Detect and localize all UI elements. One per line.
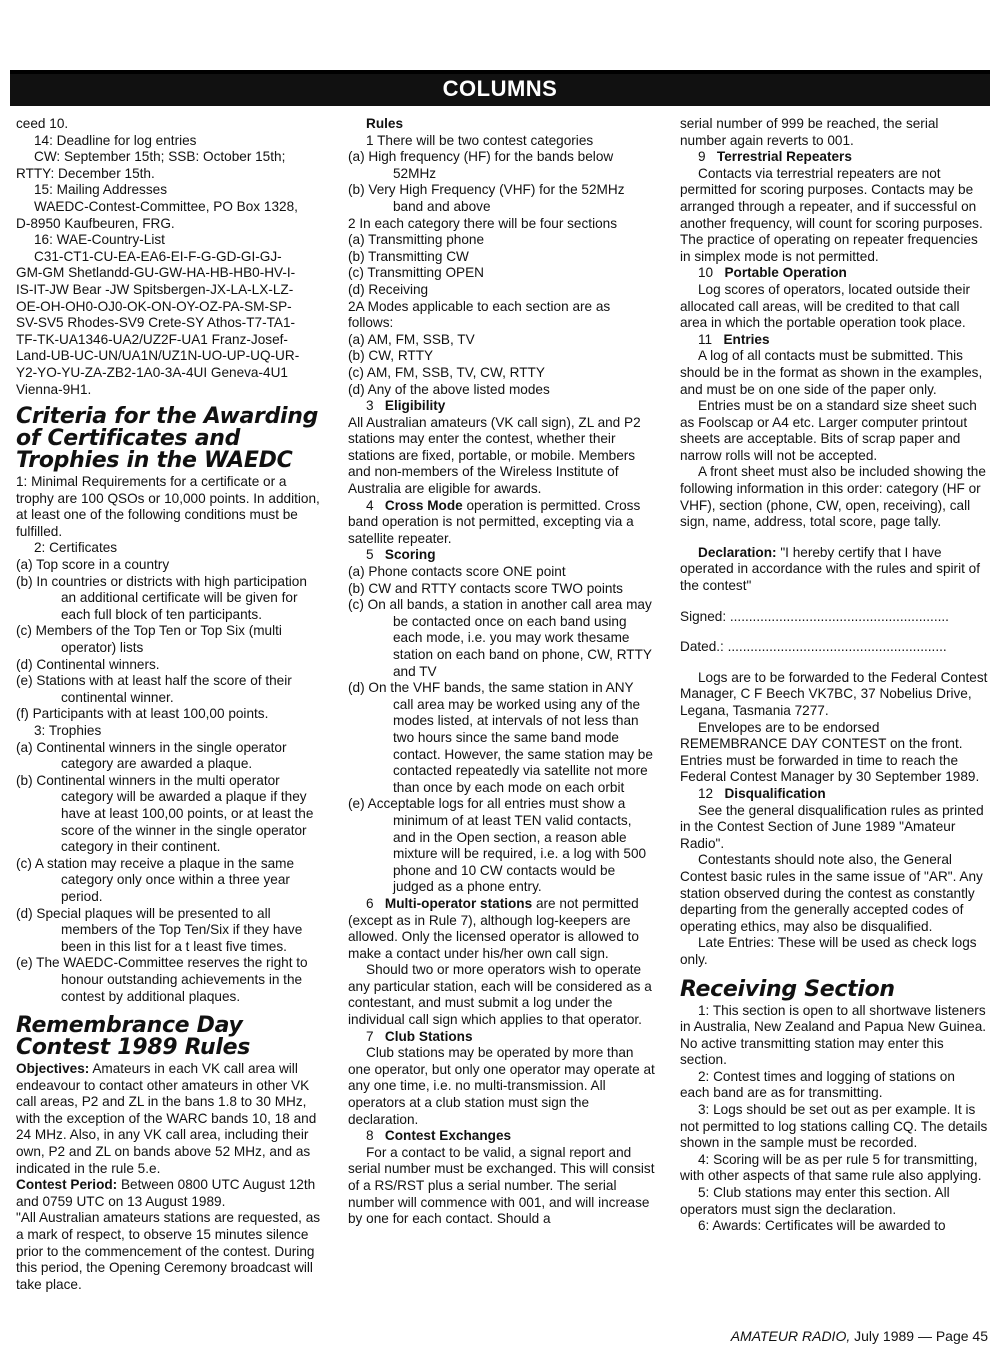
item: (e) Acceptable logs for all entries must show a minimum of at least TEN valid contacts, and in the Open section, a reason able mixture will be required, i.e. a log with 500 phone and 10 CW contacts would be judged as a phone entry. [348,796,647,895]
rule-heading [348,1029,656,1046]
item: (a) Transmitting phone [348,232,485,248]
paragraph: serial number of 999 be reached, the serial number again reverts to 001. [680,116,939,148]
spacer [680,531,988,545]
heading-remembrance [16,1015,324,1059]
paragraph [348,896,656,962]
rules-title: Rules [366,116,404,131]
body: Amateurs in each VK call area will endeavour to contact other amateurs in other VK call areas, P2 and ZL in the bans 1.8 to 30 MHz, with the exception of the WARC bands 10, 18 and 24 MHz. Also, in any VK call area, including their own, P2 and ZL on bands above 52 MHz, and as indicated in the rule 5.e. [16,1061,317,1176]
rule-title: Terrestrial Repeaters [716,149,852,165]
rule: 2A Modes applicable to each section are as follows: [348,298,611,331]
item: (a) AM, FM, SSB, TV [348,331,475,347]
item: (e) The WAEDC-Committee reserves the right to honour outstanding achievements in the contest by additional plaques. [16,955,308,1004]
text-line: Vienna-9H1. [16,381,92,397]
heading-line: Remembrance Day [16,1013,243,1039]
rule-heading [680,149,988,166]
text-line: 16: WAE-Country-List [34,232,165,248]
text-line: 15: Mailing Addresses [34,182,167,198]
item: (a) Phone contacts score ONE point [348,564,566,580]
text-line: WAEDC-Contest-Committee, PO Box 1328, [34,198,298,214]
paragraph: Contacts via terrestrial repeaters are not permitted for scoring purposes. Contacts may be arranged through a repeater, and if successful on another frequency, will count for scoring purposes. The practice of operating on repeater frequencies in simplex mode is not permitted. [680,165,983,264]
item: (d) Receiving [348,281,429,297]
heading-line: Criteria for the Awarding [16,404,319,430]
rule-heading [680,265,988,282]
rule-title: Eligibility [384,398,446,414]
spacer [680,625,988,639]
rule-heading [680,786,988,803]
paragraph: 1: Minimal Requirements for a certificate or a trophy are 100 QSOs or 10,000 points. In addition, at least one of the following conditions must be fulfilled. [16,474,320,539]
paragraph: 3: Logs should be set out as per example. It is not permitted to log stations calling CQ. The details shown in the sample must be recorded. [680,1102,988,1151]
item: (b) Continental winners in the multi operator category will be awarded a plaque if they have at least 100,00 points, or at least the score of the winner in the single operator category in their continent. [16,772,314,855]
column-3 [680,100,988,1235]
text-line: IS-IT-JW Bear -JW Spitsbergen-JX-LA-LX-LZ- [16,281,294,297]
rule-number: 8 [366,1128,374,1144]
label: Declaration: [698,544,777,560]
signed-line: Signed: .......................................................... [680,608,949,624]
item: (b) CW, RTTY [348,348,434,364]
rule-title: Multi-operator stations [384,895,533,911]
paragraph: For a contact to be valid, a signal report and serial number must be exchanged. This will consist of a RS/RST plus a serial number. The serial number will commence with 001, and will increase by one for each contact. Should a [348,1144,655,1227]
rule-number: 11 [698,331,713,347]
rule-number: 9 [698,149,706,165]
column-1 [16,116,324,1293]
item: (b) CW and RTTY contacts score TWO points [348,580,623,596]
rule-title: Cross Mode [384,497,463,513]
rule-number: 12 [698,785,714,801]
paragraph: 2: Contest times and logging of stations on each band are as for transmitting. [680,1068,955,1101]
rule-title: Scoring [384,547,436,563]
item: 2: Certificates [34,540,118,556]
rule: 2 In each category there will be four sections [348,215,618,231]
heading-line: of Certificates and [16,426,241,452]
text-line: Y2-YO-YU-ZA-ZB2-1A0-3A-4UI Geneva-4U1 [16,364,288,380]
item: (e) Stations with at least half the score of their continental winner. [16,673,292,705]
item: (d) Continental winners. [16,656,160,672]
body: Between 0800 UTC August 12th and 0759 UTC on 13 August 1989. [16,1177,316,1209]
text-line: OE-OH-OH0-OJ0-OK-ON-OY-OZ-PA-SM-SP- [16,298,292,314]
item: (a) High frequency (HF) for the bands below 52MHz [348,149,614,181]
item: (f) Participants with at least 100,00 points. [16,706,269,722]
item: (c) On all bands, a station in another call area may be contacted once on each band using each mode, i.e. you may work thesame station on each band on phone, CW, RTTY and TV [348,597,652,679]
paragraph: Contestants should note also, the General Contest basic rules in the same issue of "AR". Any station observed during the contest as constantly departing from the generally accepted codes of operating ethics, may also be disqualified. [680,852,983,934]
rule-heading [348,398,656,415]
item: (c) A station may receive a plaque in the same category only once within a three year period. [16,855,295,904]
body: are not permitted (except as in Rule 7), although log-keepers are allowed. Only the licensed operator is allowed to make a contact under his/her own call sign. [348,895,639,961]
paragraph: All Australian amateurs (VK call sign), ZL and P2 stations may enter the contest, whether their stations are fixed, portable, or mobile. Members and non-members of the Wireless Institute of Australia are eligible for awards. [348,414,641,497]
rule-heading [680,332,988,349]
paragraph: 1: This section is open to all shortwave listeners in Australia, New Zealand and Papua New Guinea. No active transmitting station may enter this section. [680,1002,987,1068]
paragraph [348,498,656,548]
paragraph: Log scores of operators, located outside their allocated call areas, will be credited to that call area in which the portable operation took place. [680,281,971,331]
item: (c) Members of the Top Ten or Top Six (multi operator) lists [16,623,282,656]
paragraph: Should two or more operators wish to operate any particular station, each will be considered as a contestant, and must submit a log under the individual call sign which applies to that operator. [348,962,652,1028]
item: (d) On the VHF bands, the same station in ANY call area may be worked using any of the modes listed, at intervals of not less than two hours since the same band mode contact. However, the same station may be contacted repeatedly via satellite not more than once by each mode on each orbit [348,680,653,795]
label: Contest Period: [16,1177,118,1193]
text-line: CW: September 15th; SSB: October 15th; [34,149,286,165]
column-2 [348,116,656,1228]
paragraph: Logs are to be forwarded to the Federal Contest Manager, C F Beech VK7BC, 37 Nobelius Drive, Legana, Tasmania 7277. [680,669,988,718]
paragraph [16,1177,324,1210]
issue-page: July 1989 — Page 45 [854,1328,988,1344]
rule-number: 4 [366,497,374,513]
rule-title: Entries [723,331,770,347]
item: (c) AM, FM, SSB, TV, CW, RTTY [348,364,545,380]
body: operation is permitted. Cross band operation is not permitted, excepting via a satellite repeater. [348,497,641,546]
rule-heading [348,1128,656,1145]
item: (b) Very High Frequency (VHF) for the 52MHz band and above [348,182,625,214]
heading-line: Trophies in the WAEDC [16,448,293,474]
text-line: TF-TK-UA1346-UA2/UZ2F-UA1 Franz-Josef- [16,331,288,347]
magazine-name: AMATEUR RADIO, [730,1328,851,1344]
rule-number: 10 [698,265,714,281]
heading-receiving: Receiving Section [680,976,895,1002]
text-line: GM-GM Shetlandd-GU-GW-HA-HB-HB0-HV-I- [16,265,296,281]
text-line: 14: Deadline for log entries [34,132,197,148]
paragraph: A front sheet must also be included showing the following information in this order: category (HF or VHF), section (phone, CW, open, receiving), call sign, name, address, total score, page tally. [680,464,986,530]
item: 3: Trophies [34,723,102,738]
item: (b) In countries or districts with high participation an additional certificate will be given for each full block of ten participants. [16,573,307,622]
item: (a) Continental winners in the single operator category are awarded a plaque. [16,739,287,772]
heading-line: Contest 1989 Rules [16,1035,251,1061]
body: "I hereby certify that I have operated in accordance with the rules and spirit of the contest" [680,544,980,594]
spacer [680,595,988,609]
item: (d) Any of the above listed modes [348,381,550,397]
text-line: C31-CT1-CU-EA-EA6-EI-F-G-GD-GI-GJ- [34,248,282,264]
text-line: SV-SV5 Rhodes-SV9 Crete-SY Athos-T7-TA1- [16,315,296,331]
rule-title: Contest Exchanges [384,1128,512,1144]
paragraph: Envelopes are to be endorsed REMEMBRANCE DAY CONTEST on the front. Entries must be forwarded in time to reach the Federal Contest Manager by 30 September 1989. [680,719,980,785]
paragraph: A log of all contacts must be submitted. This should be in the format as shown in the examples, and must be on one side of the paper only. [680,348,983,397]
paragraph: 6: Awards: Certificates will be awarded to [698,1218,946,1234]
rule-title: Club Stations [384,1028,473,1044]
paragraph: See the general disqualification rules as printed in the Contest Section of June 1989 "Amateur Radio". [680,802,984,851]
rule-number: 6 [366,895,374,911]
rule-title: Portable Operation [724,265,847,281]
item: (a) Top score in a country [16,557,170,573]
paragraph: 4: Scoring will be as per rule 5 for transmitting, with other aspects of that same rule also applying. [680,1151,982,1184]
paragraph: Club stations may be operated by more than one operator, but only one operator may operate at any one time, i.e. no multi-transmission. All operators at a club station must sign the declaration. [348,1045,655,1127]
item: (b) Transmitting CW [348,248,469,264]
rule-number: 5 [366,547,374,563]
paragraph: 5: Club stations may enter this section. All operators must sign the declaration. [680,1185,950,1217]
paragraph: Late Entries: These will be used as check logs only. [680,935,977,967]
rule-number: 3 [366,398,374,414]
paragraph: "All Australian amateurs stations are requested, as a mark of respect, to observe 15 minutes silence prior to the commencement of the contest. During this period, the Opening Ceremony broadcast will take place. [16,1210,321,1292]
item: (c) Transmitting OPEN [348,265,484,281]
dated-line: Dated.: .......................................................... [680,639,947,655]
text-line: ceed 10. [16,116,69,131]
heading-criteria [16,406,324,472]
rule-number: 7 [366,1028,374,1044]
rule-title: Disqualification [724,785,826,801]
paragraph [16,1061,324,1177]
declaration [680,545,988,595]
rule: 1 There will be two contest categories [366,132,594,148]
page-footer [731,1328,988,1344]
spacer [680,656,988,670]
section-title: COLUMNS [442,76,558,101]
item: (d) Special plaques will be presented to all members of the Top Ten/Six if they have been in this list for a t least five times. [16,905,303,954]
paragraph: Entries must be on a standard size sheet such as Foolscap or A4 etc. Larger computer printout sheets are acceptable. Bits of scrap paper and narrow rolls will not be accepted. [680,398,977,463]
rule-heading [348,547,656,564]
text-line: Land-UB-UC-UN/UA1N/UZ1N-UO-UP-UQ-UR- [16,348,300,364]
label: Objectives: [16,1061,90,1077]
text-line: D-8950 Kaufbeuren, FRG. [16,215,175,231]
text-line: RTTY: December 15th. [16,165,155,181]
